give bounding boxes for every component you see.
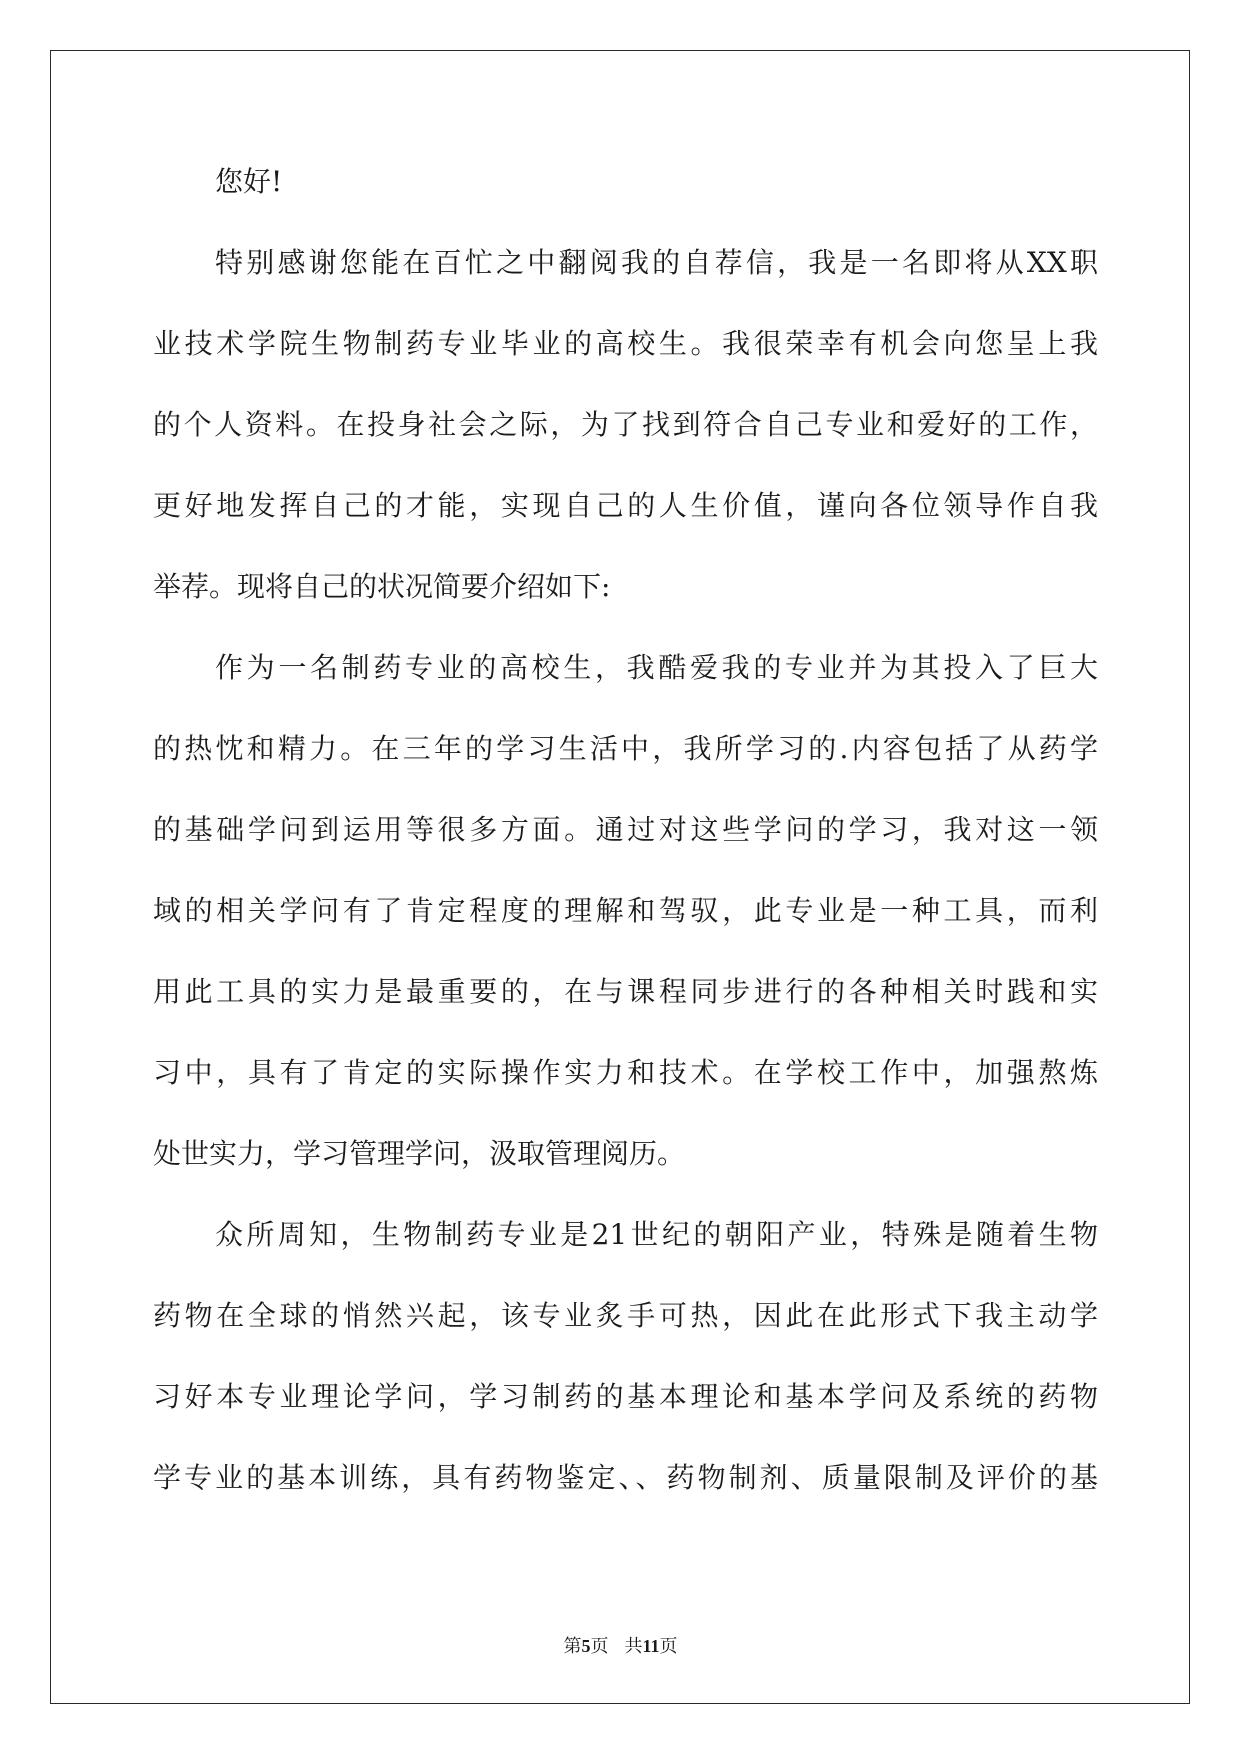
text-line: 处世实力，学习管理学问，汲取管理阅历。 xyxy=(153,1137,686,1170)
letter-body xyxy=(153,165,1098,1542)
text-line: 用此工具的实力是最重要的，在与课程同步进行的各种相关时践和实 xyxy=(153,975,1098,1008)
text-line: 的个人资料。在投身社会之际，为了找到符合自己专业和爱好的工作， xyxy=(153,408,1098,441)
text-line: 的基础学问到运用等很多方面。通过对这些学问的学习，我对这一领 xyxy=(153,813,1098,846)
text-line: 学专业的基本训练，具有药物鉴定、、药物制剂、质量限制及评价的基 xyxy=(153,1461,1098,1494)
text-line: 习中，具有了肯定的实际操作实力和技术。在学校工作中，加强熬炼 xyxy=(153,1056,1098,1089)
text-line: 更好地发挥自己的才能，实现自己的人生价值，谨向各位领导作自我 xyxy=(153,489,1098,522)
text-line: 域的相关学问有了肯定程度的理解和驾驭，此专业是一种工具，而利 xyxy=(153,894,1098,927)
greeting-line: 您好! xyxy=(215,165,283,198)
total-prefix: 共 xyxy=(624,1636,643,1657)
text-line: 业技术学院生物制药专业毕业的高校生。我很荣幸有机会向您呈上我 xyxy=(153,327,1098,360)
page-prefix: 第 xyxy=(563,1636,582,1657)
text-line: 作为一名制药专业的高校生，我酷爱我的专业并为其投入了巨大 xyxy=(215,651,1098,684)
text-line: 特别感谢您能在百忙之中翻阅我的自荐信，我是一名即将从XX职 xyxy=(215,246,1098,279)
page-footer xyxy=(0,1632,1241,1658)
text-line: 众所周知，生物制药专业是21世纪的朝阳产业，特殊是随着生物 xyxy=(215,1218,1098,1251)
page-total: 11 xyxy=(642,1636,660,1656)
text-line: 举荐。现将自己的状况简要介绍如下: xyxy=(153,570,611,603)
text-line: 习好本专业理论学问，学习制药的基本理论和基本学问及系统的药物 xyxy=(153,1380,1098,1413)
page-mid: 页 xyxy=(590,1636,609,1657)
text-line: 药物在全球的悄然兴起，该专业炙手可热，因此在此形式下我主动学 xyxy=(153,1299,1098,1332)
total-suffix: 页 xyxy=(659,1636,678,1657)
page-current: 5 xyxy=(581,1636,591,1656)
text-line: 的热忱和精力。在三年的学习生活中，我所学习的.内容包括了从药学 xyxy=(153,732,1098,765)
